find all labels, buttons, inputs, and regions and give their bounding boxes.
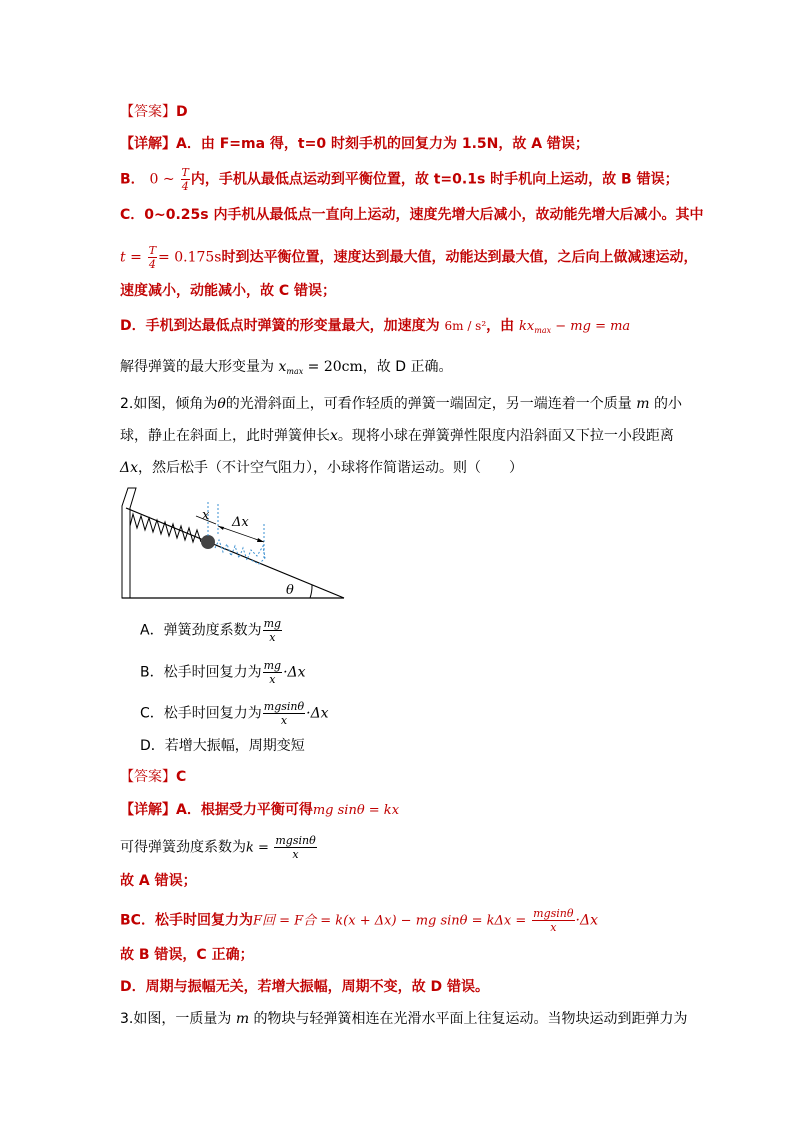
stem-text: ，然后松手（不计空气阻力），小球将作简谐运动。则（ ） — [138, 460, 524, 476]
analysis-label: 【详解】 — [120, 802, 176, 818]
frac-num: mg — [263, 617, 282, 630]
analysis-b-prefix: B． — [120, 171, 145, 188]
option-b-frac — [263, 659, 282, 686]
option-b-tail: ·Δx — [283, 664, 306, 681]
frac-num: mgsinθ — [263, 700, 305, 713]
label-theta: θ — [286, 583, 294, 598]
analysis-a-text: A．由 F=ma 得，t=0 时刻手机的回复力为 1.5N，故 A 错误； — [176, 136, 589, 152]
fraction-t-over-4 — [148, 244, 157, 271]
t-value: = 0.175s — [158, 249, 222, 266]
q2-stem-line1 — [120, 394, 682, 414]
frac-den: x — [292, 848, 299, 861]
option-d-text: D．若增大振幅，周期变短 — [140, 738, 305, 754]
option-d — [140, 736, 305, 756]
option-a — [140, 617, 283, 644]
theta-symbol: θ — [217, 396, 226, 412]
q2-analysis-a-conclusion — [120, 871, 197, 891]
analysis-bc-text: BC．松手时回复力为 — [120, 912, 253, 929]
result-sub: max — [286, 367, 304, 376]
spring — [130, 514, 201, 542]
acceleration-value: 6m / s² — [444, 319, 487, 333]
frac-den: x — [269, 631, 276, 644]
eq-sub-max: max — [534, 326, 552, 335]
restoring-force-equation: F回 = F合 = k(x + Δx) − mg sinθ = kΔx = — [252, 913, 527, 929]
option-b-text: B．松手时回复力为 — [140, 664, 262, 681]
ball — [201, 535, 215, 549]
q1-analysis-c1 — [120, 205, 704, 225]
answer-value: D — [176, 104, 188, 120]
analysis-d-text: D．周期与振幅无关，若增大振幅，周期不变，故 D 错误。 — [120, 979, 489, 995]
frac-den: x — [269, 673, 276, 686]
frac-num: mgsinθ — [533, 907, 574, 920]
stem-text: 球，静止在斜面上，此时弹簧伸长 — [120, 428, 330, 444]
angle-arc — [310, 585, 312, 598]
frac-num: mgsinθ — [275, 834, 316, 847]
option-c — [140, 700, 329, 727]
mass-symbol: m — [235, 1011, 250, 1027]
analysis-c-line1: C．0~0.25s 内手机从最低点一直向上运动，速度先增大后减小，故动能先增大后减小。其中 — [120, 207, 704, 223]
option-c-frac — [263, 700, 305, 727]
stem-text: 的物块与轻弹簧相连在光滑水平面上往复运动。当物块运动到距弹力为 — [253, 1011, 688, 1027]
option-c-tail: ·Δx — [306, 705, 329, 722]
incline-spring-figure — [118, 486, 350, 604]
mass-symbol: m — [636, 396, 650, 412]
result-tail: ，故 D 正确。 — [362, 359, 453, 375]
dashed-spring — [215, 540, 265, 564]
q2-analysis-a2 — [120, 834, 318, 861]
k-frac — [274, 834, 316, 861]
q1-analysis-a — [120, 134, 589, 154]
q1-analysis-c2 — [120, 244, 697, 271]
analysis-a-conclusion: 故 A 错误； — [120, 873, 197, 889]
balance-equation: mg sinθ = kx — [312, 803, 400, 818]
q2-stem-line2 — [120, 426, 674, 446]
x-symbol: x — [330, 428, 338, 444]
label-x: x — [202, 508, 210, 523]
stem-text: 的光滑斜面上，可看作轻质的弹簧一端固定，另一端连着一个质量 — [225, 396, 632, 412]
analysis-a-text: A．根据受力平衡可得 — [176, 802, 313, 818]
result-var: x — [278, 359, 287, 375]
q1-analysis-b — [120, 166, 679, 193]
analysis-a2-text: 可得弹簧劲度系数为 — [120, 839, 246, 856]
equation — [519, 319, 630, 334]
stem-text: 2.如图，倾角为 — [120, 396, 218, 412]
stem-text: 。现将小球在弹簧弹性限度内沿斜面又下拉一小段距离 — [337, 428, 674, 444]
q1-answer-line — [120, 102, 188, 122]
arrow-head — [218, 526, 224, 530]
answer-label: 【答案】 — [120, 104, 176, 120]
stem-text: 3.如图，一质量为 — [120, 1011, 232, 1027]
fraction-t-over-4 — [181, 166, 190, 193]
option-b — [140, 659, 306, 686]
frac-den: x — [280, 714, 288, 727]
k-equals: k = — [246, 840, 269, 856]
analysis-b-text: 内，手机从最低点运动到平衡位置，故 t=0.1s 时手机向上运动，故 B 错误； — [190, 171, 679, 188]
range-start: 0 ~ — [149, 171, 175, 188]
frac-num: T — [181, 166, 189, 179]
q1-analysis-d — [120, 316, 630, 341]
q2-analysis-bc-conclusion — [120, 945, 254, 965]
frac-num: mg — [263, 659, 282, 672]
t-equals: t = — [120, 249, 142, 266]
option-c-text: C．松手时回复力为 — [140, 705, 262, 722]
delta-x-symbol: Δx — [120, 460, 139, 476]
analysis-c-line2: 时到达平衡位置，速度达到最大值，动能达到最大值，之后向上做减速运动， — [221, 249, 698, 266]
wall — [122, 488, 136, 598]
stem-text: 的小 — [653, 396, 682, 412]
analysis-label: 【详解】 — [120, 136, 176, 152]
option-a-text: A．弹簧劲度系数为 — [140, 622, 262, 639]
result-value: = 20cm — [303, 359, 363, 375]
label-dx: Δx — [232, 515, 249, 530]
option-a-frac — [263, 617, 282, 644]
q2-answer-line — [120, 767, 186, 787]
frac-den: x — [550, 921, 557, 934]
frac-num: T — [148, 244, 157, 257]
answer-label: 【答案】 — [120, 769, 176, 785]
eq-rest: − mg = ma — [551, 319, 631, 334]
q2-analysis-bc — [120, 907, 598, 934]
answer-value: C — [176, 769, 187, 785]
arrow-head — [257, 538, 264, 542]
analysis-d-mid: ，由 — [486, 318, 515, 334]
eq-kx: kx — [519, 319, 535, 334]
q1-analysis-c3 — [120, 281, 336, 301]
q2-analysis-d — [120, 977, 489, 997]
frac-den: 4 — [181, 180, 189, 193]
frac-den: 4 — [148, 258, 156, 271]
result-text: 解得弹簧的最大形变量为 — [120, 359, 274, 375]
bc-tail: ·Δx — [575, 912, 598, 929]
analysis-bc-conclusion: 故 B 错误，C 正确； — [120, 947, 254, 963]
q1-result — [120, 357, 452, 382]
analysis-d-text: D．手机到达最低点时弹簧的形变量最大，加速度为 — [120, 318, 440, 334]
bc-frac — [532, 907, 574, 934]
q3-stem — [120, 1009, 688, 1029]
q2-analysis-a — [120, 800, 399, 821]
q2-stem-line3 — [120, 458, 523, 478]
analysis-c-line3: 速度减小，动能减小，故 C 错误； — [120, 283, 337, 299]
